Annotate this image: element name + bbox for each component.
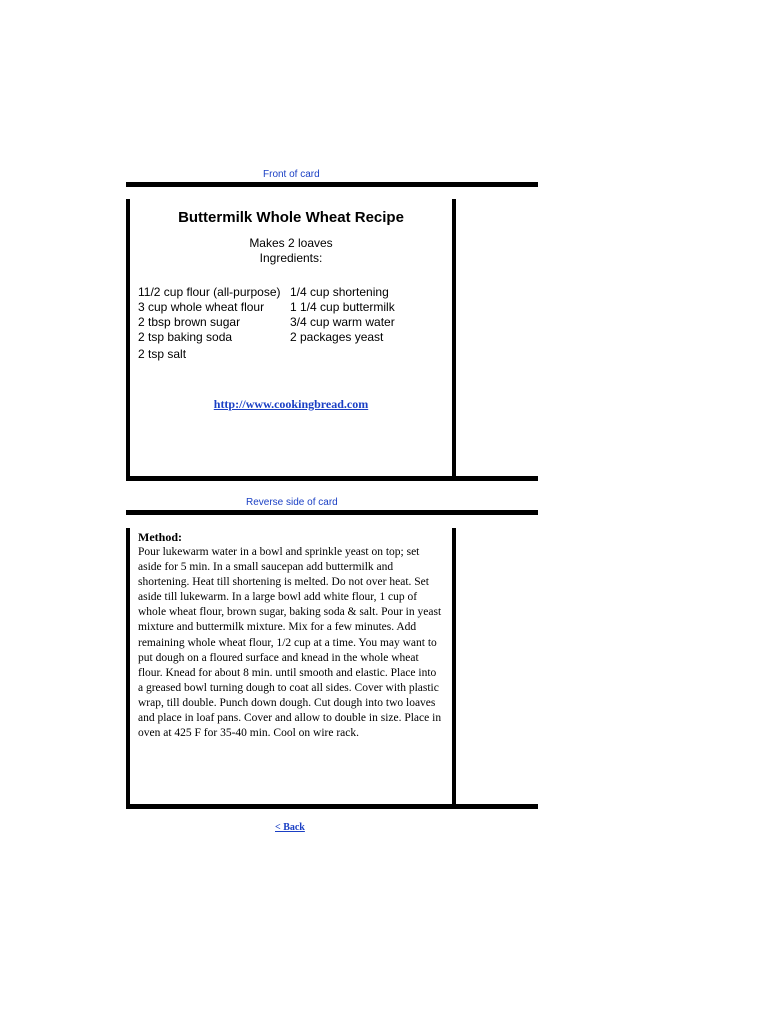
ingredient-item: 2 tsp baking soda — [138, 330, 233, 344]
reverse-card-bottom-border — [126, 804, 538, 809]
front-card-top-border — [126, 182, 538, 187]
front-card-right-border — [452, 199, 456, 478]
ingredient-item: 3/4 cup warm water — [290, 315, 395, 329]
front-card-caption: Front of card — [263, 169, 320, 180]
ingredient-item: 3 cup whole wheat flour — [138, 300, 265, 314]
makes-loaves: Makes 2 loaves — [249, 236, 333, 250]
reverse-card-right-border — [452, 528, 456, 806]
ingredients-label: Ingredients: — [259, 251, 323, 265]
ingredient-item: 1 1/4 cup buttermilk — [290, 300, 395, 314]
ingredient-item: 2 packages yeast — [290, 330, 384, 344]
method-heading: Method: — [138, 530, 182, 544]
ingredient-item: 1/4 cup shortening — [290, 285, 389, 299]
reverse-card-top-border — [126, 510, 538, 515]
reverse-card-left-border — [126, 528, 130, 806]
method-text: Pour lukewarm water in a bowl and sprinkle yeast on top; set aside for 5 min. In a small saucepan add buttermilk and shortening. Heat till shortening is melted. Do not over heat. Set aside till lukewarm. In a large bowl add white flour, 1 cup of whole wheat flour, brown sugar, baking soda & salt. Pour in yeast mixture and buttermilk mixture. Mix for a few minutes. Add remaining whole wheat flour, 1/2 cup at a time. You may want to put dough on a floured surface and knead in the whole wheat flour. Knead for about 8 min. until smooth and elastic. Place into a greased bowl turning dough to coat all sides. Cover with plastic wrap, till double. Punch down dough. Cut dough into two loaves and place in loaf pans. Cover and allow to double in size. Place in oven at 425 F for 35-40 min. Cool on wire rack. — [138, 546, 442, 740]
ingredient-item: 11/2 cup flour (all-purpose) — [138, 285, 281, 299]
ingredient-item: 2 tbsp brown sugar — [138, 315, 241, 329]
reverse-card-caption: Reverse side of card — [246, 497, 338, 508]
front-card-bottom-border — [126, 476, 538, 481]
recipe-website-link[interactable]: http://www.cookingbread.com — [213, 397, 369, 411]
back-link[interactable]: < Back — [275, 822, 305, 833]
recipe-title: Buttermilk Whole Wheat Recipe — [178, 209, 404, 226]
ingredient-item: 2 tsp salt — [138, 347, 187, 361]
